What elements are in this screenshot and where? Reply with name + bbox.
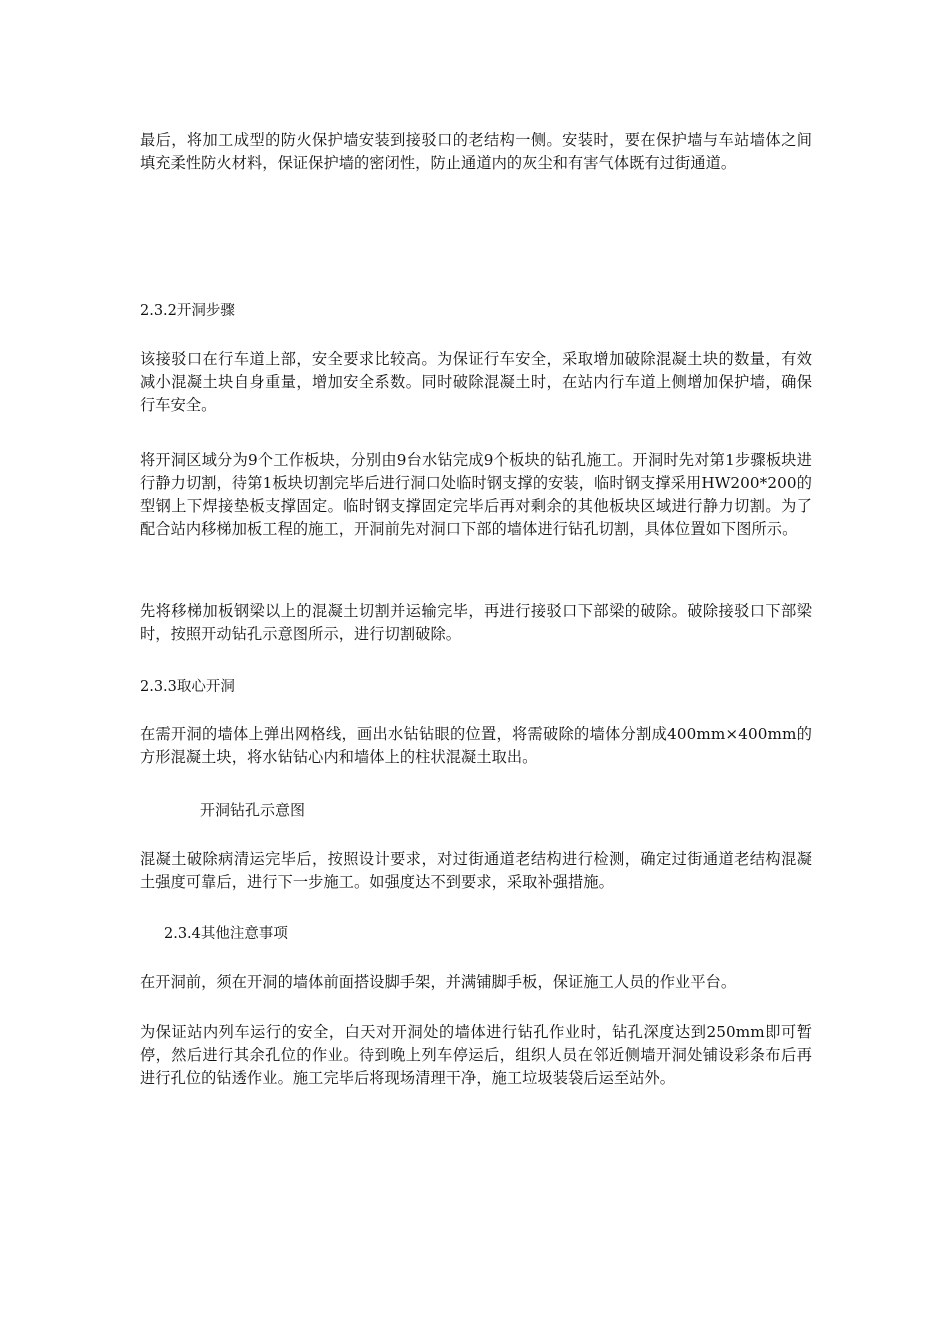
paragraph-inspection: 混凝土破除病清运完毕后，按照设计要求，对过街通道老结构进行检测，确定过街通道老结构混凝土强度可靠后，进行下一步施工。如强度达不到要求，采取补强措施。: [140, 850, 812, 891]
section-heading-2-3-4: 2.3.4其他注意事项: [164, 926, 288, 942]
section-heading-2-3-2: 2.3.2开洞步骤: [140, 303, 235, 319]
paragraph-work-blocks: 将开洞区域分为9个工作板块，分别由9台水钻完成9个板块的钻孔施工。开洞时先对第1步骤板块进行静力切割，待第1板块切割完毕后进行洞口处临时钢支撑的安装，临时钢支撑采用HW200*200的型钢上下焊接垫板支撑固定。临时钢支撑固定完毕后再对剩余的其他板块区域进行静力切割。为了配合站内移梯加板工程的施工，开洞前先对洞口下部的墙体进行钻孔切割，具体位置如下图所示。: [140, 451, 812, 538]
paragraph-train-safety: 为保证站内列车运行的安全，白天对开洞处的墙体进行钻孔作业时，钻孔深度达到250mm即可暂停，然后进行其余孔位的作业。待到晚上列车停运后，组织人员在邻近侧墙开洞处铺设彩条布后再进行孔位的钻透作业。施工完毕后将现场清理干净，施工垃圾装袋后运至站外。: [140, 1023, 812, 1087]
paragraph-scaffolding: 在开洞前，须在开洞的墙体前面搭设脚手架，并满铺脚手板，保证施工人员的作业平台。: [140, 973, 737, 991]
figure-caption: 开洞钻孔示意图: [200, 801, 306, 819]
paragraph-safety-requirements: 该接驳口在行车道上部，安全要求比较高。为保证行车安全，采取增加破除混凝土块的数量，有效减小混凝土块自身重量，增加安全系数。同时破除混凝土时，在站内行车道上侧增加保护墙，确保行车安全。: [140, 350, 812, 414]
paragraph-beam-removal: 先将移梯加板钢梁以上的混凝土切割并运输完毕，再进行接驳口下部梁的破除。破除接驳口下部梁时，按照开动钻孔示意图所示，进行切割破除。: [140, 602, 812, 643]
paragraph-core-drilling: 在需开洞的墙体上弹出网格线，画出水钻钻眼的位置，将需破除的墙体分割成400mm×400mm的方形混凝土块，将水钻钻心内和墙体上的柱状混凝土取出。: [140, 725, 812, 766]
section-heading-2-3-3: 2.3.3取心开洞: [140, 679, 235, 695]
paragraph-fire-wall-install: 最后，将加工成型的防火保护墙安装到接驳口的老结构一侧。安装时，要在保护墙与车站墙体之间填充柔性防火材料，保证保护墙的密闭性，防止通道内的灰尘和有害气体既有过街通道。: [140, 131, 812, 172]
